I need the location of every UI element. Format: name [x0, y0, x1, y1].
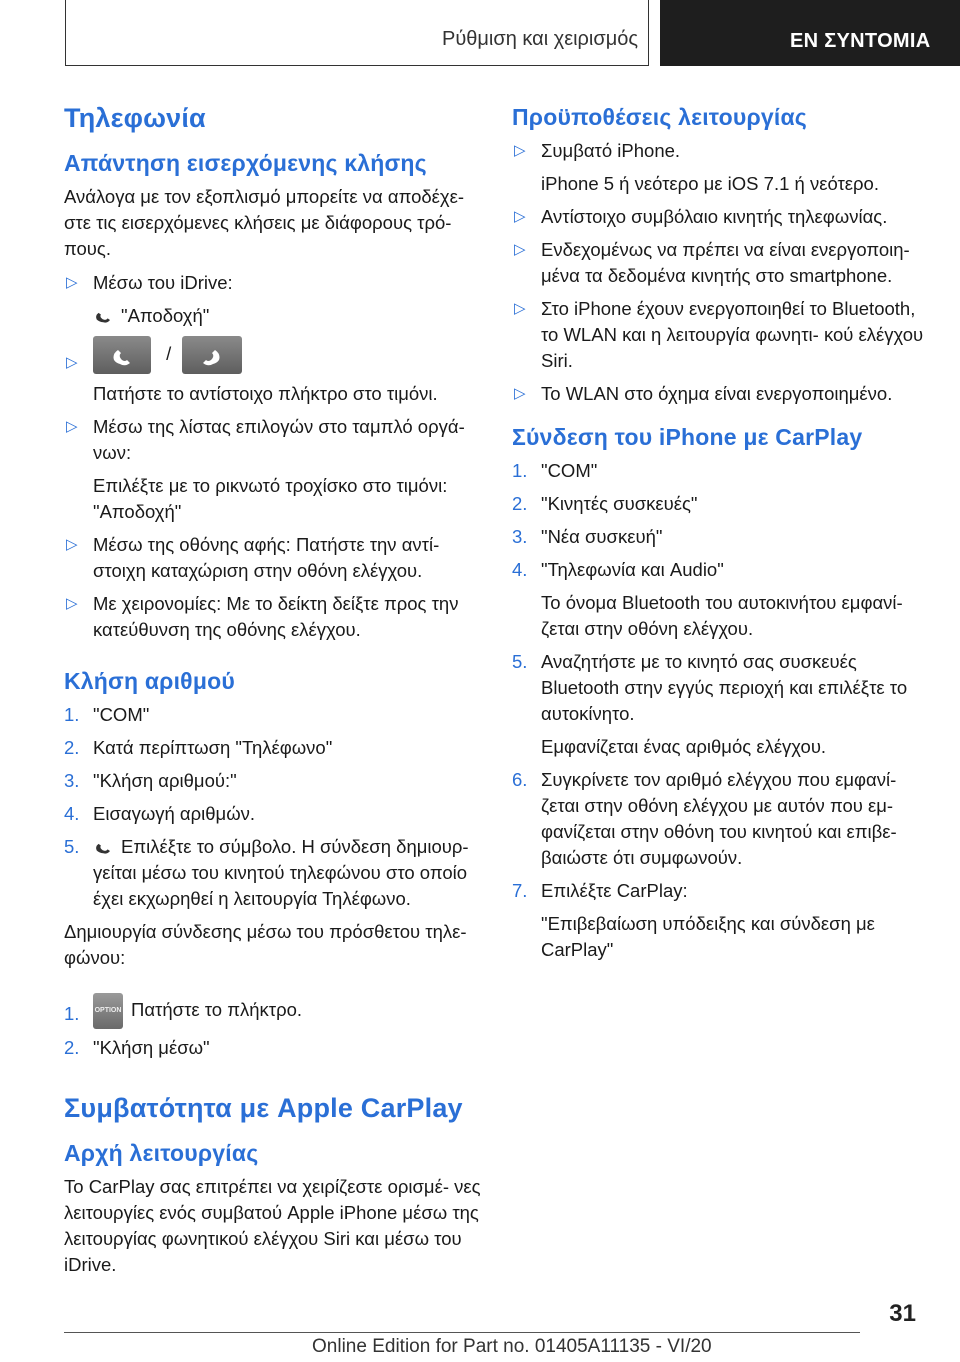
- list-item: [64, 735, 484, 761]
- carplay-compat-title: Συμβατότητα με Apple CarPlay: [64, 1093, 463, 1123]
- selection-list-answer: "Αποδοχή": [93, 501, 182, 522]
- telephony-title: Τηλεφωνία: [64, 103, 206, 133]
- list-item: [64, 336, 484, 374]
- requirement-text: Το WLAN στο όχημα είναι ενεργοποιημένο.: [541, 383, 893, 404]
- step-text: Κατά περίπτωση "Τηλέφωνο": [93, 737, 333, 758]
- requirements-heading: Προϋποθέσεις λειτουργίας: [512, 104, 807, 130]
- step-number: 4.: [512, 559, 528, 580]
- step-number: 1.: [64, 704, 80, 725]
- selection-list-instruction: Επιλέξτε με το ρικνωτό τροχίσκο στο τιμόνι:: [93, 475, 448, 496]
- step-number: 3.: [64, 770, 80, 791]
- phone-icon: [93, 837, 115, 855]
- triangle-bullet-icon: ▷: [66, 418, 78, 435]
- extra-phone-para: Δημιουργία σύνδεσης μέσω του πρόσθετου τηλε- φώνου:: [64, 921, 467, 968]
- call-number-heading: Κλήση αριθμού: [64, 668, 235, 694]
- call-steps-list: [64, 702, 484, 912]
- list-item: [512, 296, 932, 374]
- answer-call-heading: Απάντηση εισερχόμενης κλήσης: [64, 150, 427, 176]
- list-item: [512, 649, 932, 727]
- step-text: Πατήστε το πλήκτρο.: [131, 998, 303, 1020]
- header-chapter-tab: EN ΣΥΝΤΟΜΙΑ: [660, 0, 960, 66]
- step-text: "COM": [93, 704, 150, 725]
- list-item: [64, 414, 484, 466]
- header-section-title: Ρύθμιση και χειρισμός: [441, 28, 638, 50]
- connect-steps-list: [512, 458, 932, 963]
- list-item: [64, 270, 484, 296]
- phone-answer-button-image: [93, 336, 151, 374]
- page-number: 31: [889, 1300, 916, 1327]
- requirement-detail: iPhone 5 ή νεότερο με iOS 7.1 ή νεότερο.: [541, 173, 879, 194]
- step-number: 7.: [512, 880, 528, 901]
- wheel-instruction: Πατήστε το αντίστοιχο πλήκτρο στο τιμόνι.: [93, 383, 438, 404]
- selection-list-label: Μέσω της λίστας επιλογών στο ταμπλό οργά- νων:: [93, 416, 465, 463]
- triangle-bullet-icon: ▷: [514, 142, 526, 159]
- step-text: Εισαγωγή αριθμών.: [93, 803, 256, 824]
- step-number: 6.: [512, 769, 528, 790]
- triangle-bullet-icon: ▷: [514, 300, 526, 317]
- list-item: [512, 138, 932, 164]
- list-item: [512, 524, 932, 550]
- step-number: 1.: [512, 460, 528, 481]
- step-detail: Το όνομα Bluetooth του αυτοκινήτου εμφανί- ζεται στην οθόνη ελέγχου.: [541, 592, 903, 639]
- step-text: "Τηλεφωνία και Audio": [541, 559, 724, 580]
- list-item: [64, 993, 484, 1029]
- principle-text: Το CarPlay σας επιτρέπει να χειρίζεστε ορισμέ- νες λειτουργίες ενός συμβατού Apple iPhone μέσω της λειτουργίας φωνητικού ελέγχου Siri και μέσω του iDrive.: [64, 1176, 481, 1275]
- step-text: "Νέα συσκευή": [541, 526, 663, 547]
- left-column: [64, 96, 484, 1286]
- list-item: [512, 237, 932, 289]
- step-number: 3.: [512, 526, 528, 547]
- idrive-answer: [64, 303, 484, 329]
- requirements-list: [512, 138, 932, 407]
- step-text: Επιλέξτε CarPlay:: [541, 880, 688, 901]
- step-number: 5.: [512, 651, 528, 672]
- triangle-bullet-icon: ▷: [514, 208, 526, 225]
- list-item: [512, 557, 932, 583]
- triangle-bullet-icon: ▷: [66, 274, 78, 291]
- step-number: 2.: [512, 493, 528, 514]
- phone-icon: [199, 344, 223, 366]
- principle-heading: Αρχή λειτουργίας: [64, 1140, 259, 1166]
- page-header: [0, 0, 960, 66]
- edition-footer: Online Edition for Part no. 01405A11135 - VI/20: [312, 1336, 712, 1357]
- requirement-text: Ενδεχομένως να πρέπει να είναι ενεργοποιη- μένα τα δεδομένα κινητής στο smartphone.: [541, 239, 910, 286]
- connect-heading: Σύνδεση του iPhone με CarPlay: [512, 424, 863, 450]
- step-text: "COM": [541, 460, 598, 481]
- list-item: [64, 532, 484, 584]
- step-text: Αναζητήστε με το κινητό σας συσκευές Bluetooth στην εγγύς περιοχή και επιλέξτε το αυτοκίνητο.: [541, 651, 908, 724]
- phone-icon: [110, 344, 134, 366]
- triangle-bullet-icon: ▷: [514, 385, 526, 402]
- requirement-text: Συμβατό iPhone.: [541, 140, 681, 161]
- step-number: 4.: [64, 803, 80, 824]
- step-text: "Κινητές συσκευές": [541, 493, 698, 514]
- idrive-answer-label: "Αποδοχή": [121, 305, 210, 326]
- step-text: Επιλέξτε το σύμβολο. Η σύνδεση δημιουρ- γείται μέσω του κινητού τηλεφώνου στο οποίο έχει εκχωρηθεί η λειτουργία Τηλέφωνο.: [93, 836, 469, 909]
- list-item: [64, 768, 484, 794]
- list-item: [64, 591, 484, 643]
- step-text: "Κλήση αριθμού:": [93, 770, 237, 791]
- list-item: [64, 702, 484, 728]
- touch-screen-label: Μέσω της οθόνης αφής: Πατήστε την αντί- στοιχη καταχώριση στην οθόνη ελέγχου.: [93, 534, 440, 581]
- footer-divider: [64, 1332, 860, 1333]
- phone-icon: [93, 306, 115, 324]
- step-number: 5.: [64, 836, 80, 857]
- triangle-bullet-icon: ▷: [66, 595, 78, 612]
- gesture-label: Με χειρονομίες: Με το δείκτη δείξτε προς την κατεύθυνση της οθόνης ελέγχου.: [93, 593, 459, 640]
- step-text: "Κλήση μέσω": [93, 1037, 210, 1058]
- list-item: [512, 767, 932, 871]
- idrive-label: Μέσω του iDrive:: [93, 272, 233, 293]
- slash-separator: /: [166, 342, 172, 364]
- list-item: [512, 458, 932, 484]
- list-item: [512, 878, 932, 904]
- answer-intro: Ανάλογα με τον εξοπλισμό μπορείτε να αποδέχε- στε τις εισερχόμενες κλήσεις με διάφορους τρό- πους.: [64, 186, 465, 259]
- list-item: [64, 834, 484, 912]
- triangle-bullet-icon: ▷: [66, 536, 78, 553]
- list-item: [512, 381, 932, 407]
- step-number: 2.: [64, 737, 80, 758]
- list-item: [64, 1035, 484, 1061]
- step-number: 2.: [64, 1037, 80, 1058]
- list-item: [512, 491, 932, 517]
- requirement-text: Αντίστοιχο συμβόλαιο κινητής τηλεφωνίας.: [541, 206, 888, 227]
- list-item: [64, 801, 484, 827]
- right-column: [512, 96, 932, 970]
- step-text: Συγκρίνετε τον αριθμό ελέγχου που εμφανί- ζεται στην οθόνη ελέγχου με αυτόν που εμ- φανίζεται στην οθόνη του κινητού και επιβε- βαιώστε ότι συμφωνούν.: [541, 769, 897, 868]
- step-detail: "Επιβεβαίωση υπόδειξης και σύνδεση με CarPlay": [541, 913, 875, 960]
- list-item: [512, 204, 932, 230]
- triangle-bullet-icon: ▷: [514, 241, 526, 258]
- option-button-image: OPTION: [93, 993, 123, 1029]
- step-detail: Εμφανίζεται ένας αριθμός ελέγχου.: [541, 736, 827, 757]
- requirement-text: Στο iPhone έχουν ενεργοποιηθεί το Bluetooth, το WLAN και η λειτουργία φωνητι- κού ελέγχου Siri.: [541, 298, 924, 371]
- step-number: 1.: [64, 1003, 80, 1024]
- triangle-bullet-icon: ▷: [66, 354, 78, 371]
- phone-steering-button-image: [182, 336, 242, 374]
